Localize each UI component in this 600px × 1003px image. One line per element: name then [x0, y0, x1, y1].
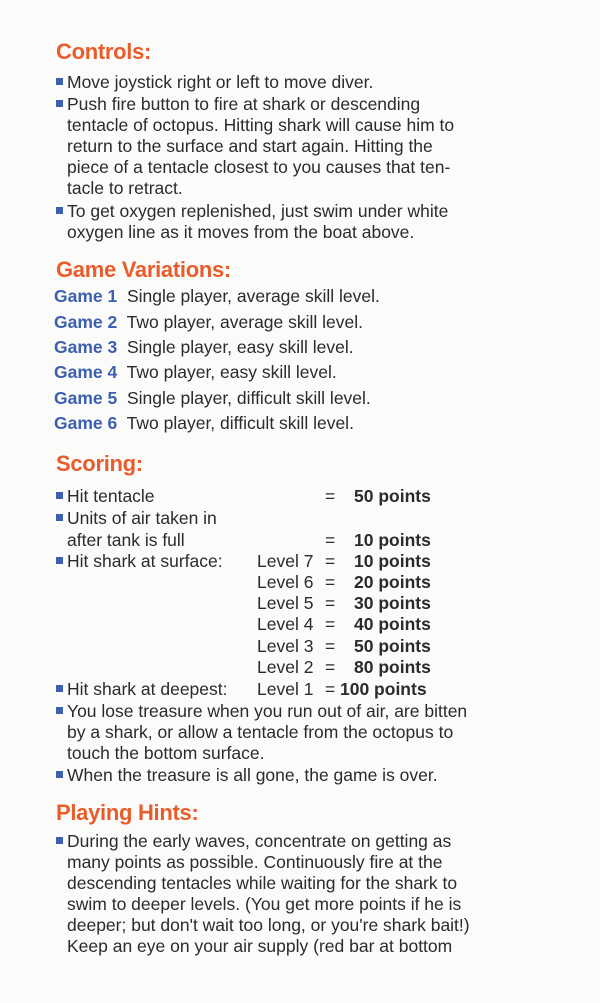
level-label: Level 1	[257, 679, 314, 699]
hints-line: descending tentacles while waiting for the shark to	[67, 873, 458, 893]
game-variation-row: Game 1 Single player, average skill level.	[54, 286, 380, 306]
bullet-square-icon	[56, 685, 63, 692]
equals-sign: =	[325, 572, 336, 592]
bullet-square-icon	[56, 557, 63, 564]
hints-line: Keep an eye on your air supply (red bar at bottom	[67, 936, 453, 956]
hints-heading: Playing Hints:	[56, 800, 199, 825]
controls-bullet-2-line: return to the surface and start again. Hitting the	[67, 136, 433, 156]
controls-bullet-2-line: tacle to retract.	[67, 178, 183, 198]
game-variation-row: Game 4 Two player, easy skill level.	[54, 362, 337, 382]
bullet-square-icon	[56, 492, 63, 499]
controls-heading: Controls:	[56, 39, 152, 64]
bullet-square-icon	[56, 837, 63, 844]
game-variation-row: Game 3 Single player, easy skill level.	[54, 337, 354, 357]
equals-sign: =	[325, 551, 336, 571]
controls-bullet-1: Move joystick right or left to move diver.	[56, 72, 556, 93]
level-label: Level 3	[257, 636, 314, 656]
scoring-bullet-air: Units of air taken in	[56, 508, 316, 529]
game-variation-row: Game 6 Two player, difficult skill level.	[54, 413, 354, 433]
scoring-bullet-over: When the treasure is all gone, the game is over.	[56, 765, 556, 786]
equals-sign: =	[325, 593, 336, 613]
tentacle-points: 50 points	[354, 486, 431, 506]
bullet-square-icon	[56, 771, 63, 778]
controls-bullet-3-line: oxygen line as it moves from the boat above.	[67, 222, 415, 242]
scoring-bullet-shark: Hit shark at surface:	[56, 551, 256, 572]
equals-sign: =	[325, 486, 336, 506]
level-label: Level 5	[257, 593, 314, 613]
equals-sign: =	[325, 657, 336, 677]
hints-line: many points as possible. Continuously fire at the	[67, 852, 443, 872]
scoring-lose-line: by a shark, or allow a tentacle from the octopus to	[67, 722, 454, 742]
equals-sign: =	[325, 530, 336, 550]
scoring-bullet-lose: You lose treasure when you run out of air, are bitten	[56, 701, 556, 722]
level-points: 50 points	[354, 636, 431, 656]
level-points: 30 points	[354, 593, 431, 613]
level-label: Level 6	[257, 572, 314, 592]
hints-line: deeper; but don't wait too long, or you're shark bait!)	[67, 915, 470, 935]
level-points: 40 points	[354, 614, 431, 634]
level-points: 10 points	[354, 551, 431, 571]
game-variation-row: Game 2 Two player, average skill level.	[54, 312, 364, 332]
controls-bullet-3: To get oxygen replenished, just swim under white	[56, 201, 556, 222]
variations-heading: Game Variations:	[56, 257, 231, 282]
hints-line: swim to deeper levels. (You get more points if he is	[67, 894, 462, 914]
controls-bullet-2: Push fire button to fire at shark or descending	[56, 94, 556, 115]
equals-sign: =	[325, 679, 336, 699]
bullet-square-icon	[56, 207, 63, 214]
bullet-square-icon	[56, 100, 63, 107]
bullet-square-icon	[56, 707, 63, 714]
controls-bullet-2-line: tentacle of octopus. Hitting shark will cause him to	[67, 115, 455, 135]
bullet-square-icon	[56, 78, 63, 85]
deepest-points: 100 points	[340, 679, 427, 699]
bullet-square-icon	[56, 514, 63, 521]
scoring-bullet-deepest: Hit shark at deepest:	[56, 679, 256, 700]
equals-sign: =	[325, 636, 336, 656]
level-points: 20 points	[354, 572, 431, 592]
game-variation-row: Game 5 Single player, difficult skill level.	[54, 388, 371, 408]
air-points: 10 points	[354, 530, 431, 550]
scoring-bullet-tentacle: Hit tentacle	[56, 486, 316, 507]
scoring-air-line: after tank is full	[67, 530, 185, 550]
equals-sign: =	[325, 614, 336, 634]
scoring-heading: Scoring:	[56, 451, 143, 476]
hints-bullet: During the early waves, concentrate on getting as	[56, 831, 556, 852]
level-label: Level 7	[257, 551, 314, 571]
controls-bullet-2-line: piece of a tentacle closest to you causes that ten-	[67, 157, 451, 177]
level-label: Level 2	[257, 657, 314, 677]
level-points: 80 points	[354, 657, 431, 677]
scoring-lose-line: touch the bottom surface.	[67, 743, 265, 763]
level-label: Level 4	[257, 614, 314, 634]
